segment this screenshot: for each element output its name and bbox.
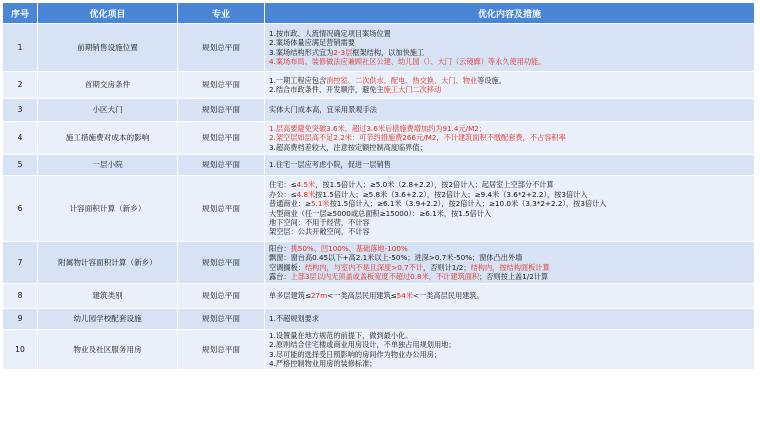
- row-major: 规划总平面: [178, 155, 265, 176]
- content-line: [269, 29, 750, 38]
- header-major: 专业: [178, 3, 265, 24]
- highlight-text: 5.1米: [310, 199, 330, 209]
- content-text: ，按1.5倍计入；≥5.0米（2.8+2.2），按2倍计入；起居室上空部分不计算: [315, 180, 554, 190]
- content-text: 1.住宅一层应考虑小院，促进一层销售: [269, 160, 391, 170]
- content-text: <一类高层民用建筑≤: [327, 291, 397, 301]
- table-row: [3, 284, 755, 309]
- content-text: 飘窗：窗台高0.45以下+高2.1米以上-50%；进深>0.7米-50%；窗体凸出外墙: [269, 253, 523, 263]
- content-text: 1.按市政、人流情况确定项目案场位置: [269, 28, 391, 38]
- content-line: [269, 190, 750, 199]
- row-item: 建筑类别: [38, 284, 178, 309]
- row-major: 规划总平面: [178, 72, 265, 99]
- content-text: 3.尽可能的选择受日照影响的房间作为物业办公用房；: [269, 349, 442, 359]
- content-text: 2.原则结合住宅楼或商业用房设计，不单独占用规划用地；: [269, 340, 456, 350]
- highlight-text: 结构内，与室内不是且深度>0.7不计: [304, 262, 424, 272]
- highlight-text: 上部3层以内无顶盖或盖板宽度不超过0.8米，不计建筑面积: [290, 271, 480, 281]
- content-text: ；否则按上盖1/2计算: [479, 271, 549, 281]
- content-line: [269, 133, 750, 142]
- row-item: 施工措施费对成本的影响: [38, 122, 178, 155]
- row-major: 规划总平面: [178, 242, 265, 284]
- content-text: 等设施。: [477, 75, 506, 85]
- highlight-text: 挑50%、凹100%、基础落地-100%: [290, 243, 408, 253]
- table-row: [3, 155, 755, 176]
- content-line: [269, 209, 750, 218]
- content-line: [269, 359, 750, 368]
- content-text: 2.案场体量应满足营销需要: [269, 38, 355, 48]
- content-text: 住宅：≤: [269, 180, 297, 190]
- content-line: [269, 180, 750, 189]
- highlight-text: 2.架空层如层高不足2.2米：可节约措施费266元/M2，不计建筑面积不缴配套费，不占容积率: [269, 133, 566, 143]
- row-content: [265, 242, 755, 284]
- content-line: [269, 57, 750, 66]
- content-line: [269, 253, 750, 262]
- highlight-text: 4.5米: [296, 180, 316, 190]
- row-major: 规划总平面: [178, 24, 265, 72]
- content-line: [269, 291, 750, 300]
- row-major: 规划总平面: [178, 122, 265, 155]
- row-number: 4: [3, 122, 38, 155]
- highlight-text: 54米: [396, 291, 414, 301]
- row-major: 规划总平面: [178, 99, 265, 122]
- content-line: [269, 227, 750, 236]
- row-number: 1: [3, 24, 38, 72]
- row-number: 8: [3, 284, 38, 309]
- content-text: 按1.5倍计入；≥5.8米（3.6+2.2），按2倍计入；≥9.4米（3.6*2+2.2），按3倍计入: [315, 189, 588, 199]
- content-text: 露台：: [269, 271, 291, 281]
- content-text: 2.结合市政条件、开发顺序，避免主: [269, 85, 384, 94]
- row-content: [265, 72, 755, 99]
- content-line: [269, 76, 750, 85]
- row-content: [265, 99, 755, 122]
- row-major: 规划总平面: [178, 330, 265, 370]
- header-content: 优化内容及措施: [265, 3, 755, 24]
- row-content: [265, 330, 755, 370]
- row-number: 5: [3, 155, 38, 176]
- row-item: 物业及社区服务用房: [38, 330, 178, 370]
- row-number: 3: [3, 99, 38, 122]
- content-text: 1.不超规划要求: [269, 314, 319, 324]
- table-row: [3, 309, 755, 330]
- content-line: [269, 218, 750, 227]
- table-row: [3, 122, 755, 155]
- content-line: [269, 124, 750, 133]
- content-line: [269, 340, 750, 349]
- optimization-table: [2, 2, 755, 370]
- highlight-text: 4.8米: [296, 189, 316, 199]
- row-number: 7: [3, 242, 38, 284]
- content-line: [269, 199, 750, 208]
- content-line: [269, 263, 750, 272]
- row-content: [265, 155, 755, 176]
- content-text: 空调搁板：: [269, 262, 305, 272]
- content-line: [269, 48, 750, 57]
- header-item: 优化项目: [38, 3, 178, 24]
- content-text: 单多层建筑≤: [269, 291, 311, 301]
- row-content: [265, 24, 755, 72]
- content-text: ，否则计1/2；: [423, 262, 471, 272]
- highlight-text: 消控室、二次供水、配电、热交换、大门、物业: [326, 75, 478, 85]
- row-content: [265, 309, 755, 330]
- content-text: 架空层：公共开敞空间，不计容: [269, 227, 370, 237]
- content-line: [269, 314, 750, 323]
- table-row: [3, 72, 755, 99]
- content-line: [269, 350, 750, 359]
- row-number: 6: [3, 176, 38, 242]
- row-item: 附属物计容面积计算（新乡）: [38, 242, 178, 284]
- content-text: 办公：≤: [269, 189, 297, 199]
- table-row: [3, 330, 755, 370]
- row-content: [265, 176, 755, 242]
- row-item: 首期交房条件: [38, 72, 178, 99]
- row-major: 规划总平面: [178, 176, 265, 242]
- highlight-text: 4.案场布局、装修做法应兼顾社区公建、幼儿园（）、大门（云镜廊）等永久使用功能。: [269, 56, 546, 66]
- table-row: [3, 24, 755, 72]
- table-header: [3, 3, 755, 24]
- row-major: 规划总平面: [178, 284, 265, 309]
- content-line: [269, 272, 750, 281]
- header-no: 序号: [3, 3, 38, 24]
- content-line: [269, 38, 750, 47]
- content-text: 框架结构，以加快施工: [352, 47, 425, 57]
- row-number: 2: [3, 72, 38, 99]
- content-line: [269, 160, 750, 169]
- content-line: [269, 244, 750, 253]
- content-text: 普通商业：≥: [269, 199, 311, 209]
- table-row: [3, 99, 755, 122]
- table-row: [3, 176, 755, 242]
- content-line: [269, 143, 750, 152]
- content-text: 1.设置量在地方规范的前提下，做到最小化。: [269, 330, 413, 340]
- content-text: 地下空间：不用于经营，不计容: [269, 217, 370, 227]
- row-number: 10: [3, 330, 38, 370]
- row-item: 小区大门: [38, 99, 178, 122]
- content-text: 实体大门成本高，宜采用景观手法: [269, 105, 377, 115]
- content-text: 3.案场结构形式宜为: [269, 47, 334, 57]
- row-content: [265, 284, 755, 309]
- content-text: 1.一期工程应包含: [269, 75, 327, 85]
- table-row: [3, 242, 755, 284]
- content-text: 按1.5倍计入；≥6.1米（3.9+2.2），按2倍计入；≥10.0米（3.3*2+2.2），按3倍计入: [329, 199, 607, 209]
- content-text: 阳台：: [269, 243, 291, 253]
- content-line: [269, 85, 750, 94]
- content-line: [269, 331, 750, 340]
- highlight-text: 结构内，按结构面板计算: [470, 262, 550, 272]
- row-major: 规划总平面: [178, 309, 265, 330]
- highlight-text: 2-3层: [333, 47, 353, 57]
- row-item: 前期销售设施位置: [38, 24, 178, 72]
- row-number: 9: [3, 309, 38, 330]
- highlight-text: 1.层高要避免突破3.6米，超过3.6米后措施费增加约为91.4元/M2；: [269, 123, 487, 133]
- content-text: 3.超高费档差较大，注意按定额控制高度临界值；: [269, 142, 427, 152]
- row-item: 一层小院: [38, 155, 178, 176]
- content-text: 大型商业（任一层≥5000或总面积≥15000）：≥6.1米，按1.5倍计入: [269, 208, 492, 218]
- content-line: [269, 105, 750, 114]
- row-item: 幼儿园学校配套设施: [38, 309, 178, 330]
- row-item: 计容面积计算（新乡）: [38, 176, 178, 242]
- table-body: [3, 24, 755, 370]
- content-text: <一类高层民用建筑。: [413, 291, 484, 301]
- highlight-text: 施工大门二次移动: [383, 85, 442, 94]
- content-text: 4.严格控制物业用房的装修标准；: [269, 358, 377, 368]
- highlight-text: 27m: [310, 291, 328, 301]
- row-content: [265, 122, 755, 155]
